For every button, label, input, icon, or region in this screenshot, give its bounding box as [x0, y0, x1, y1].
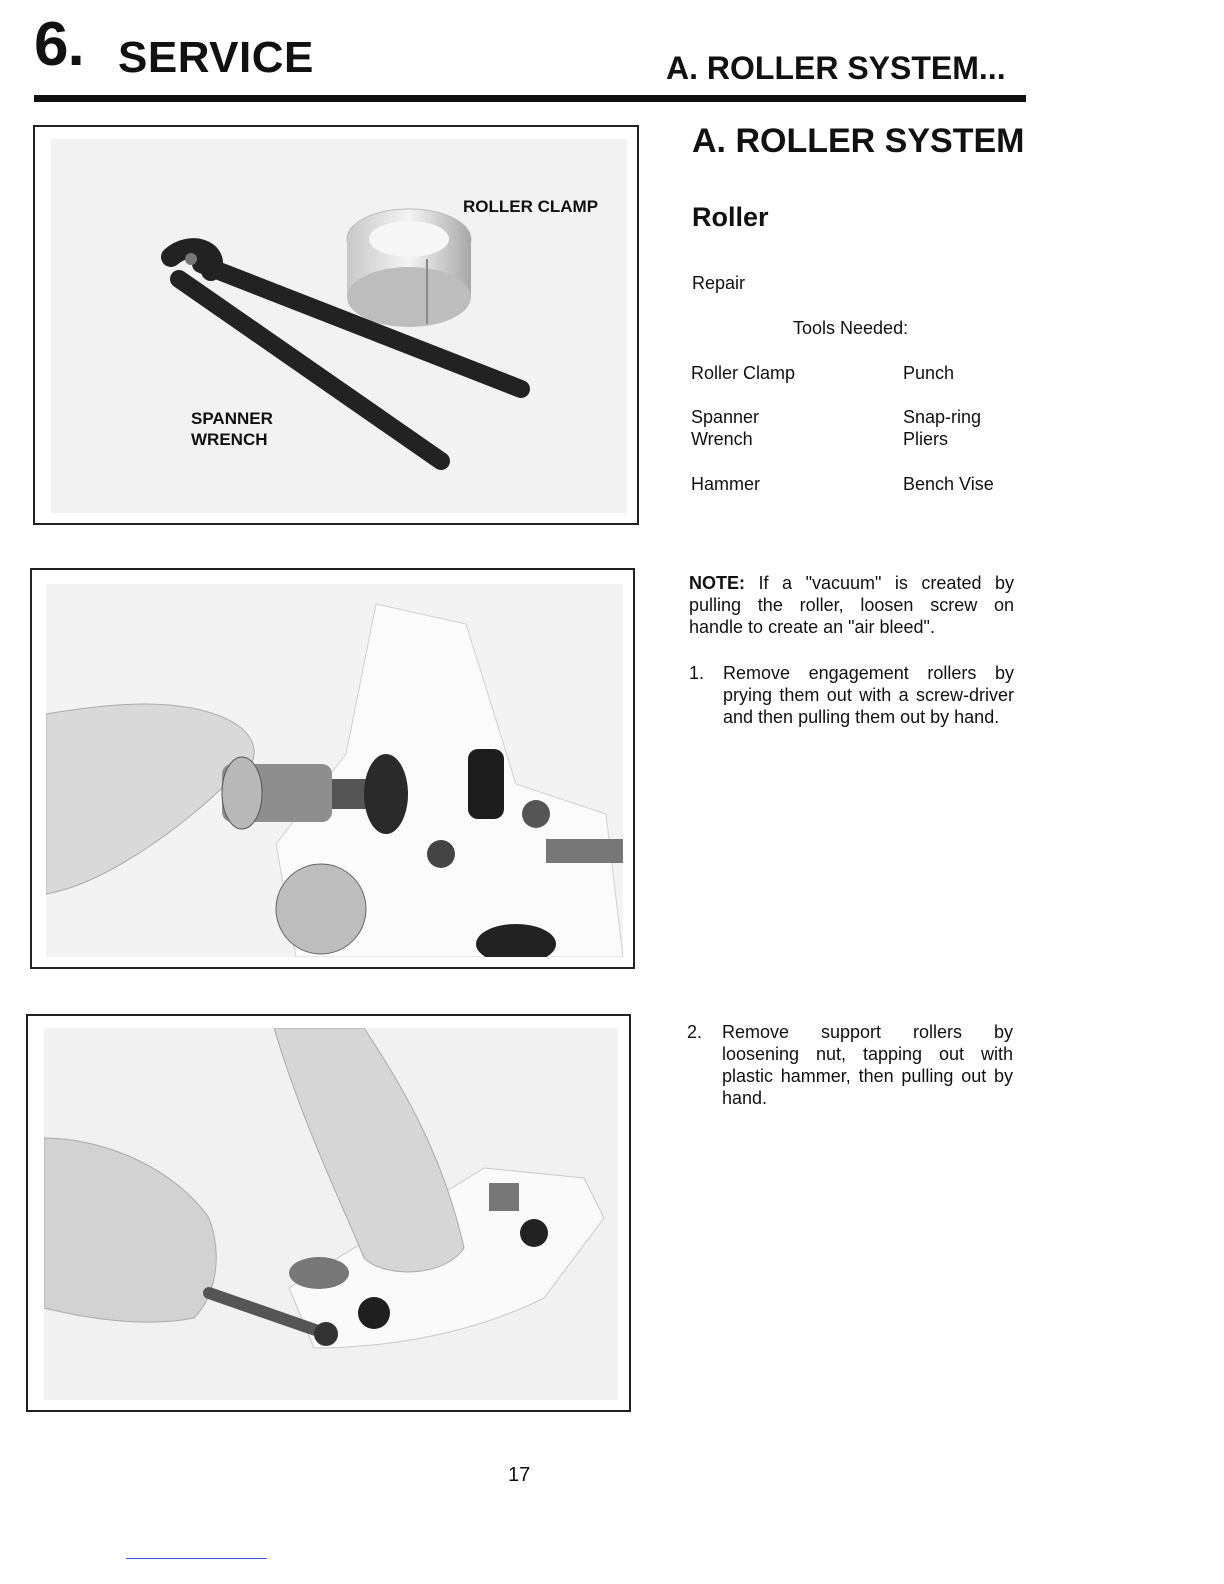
- running-section-title: A. ROLLER SYSTEM...: [666, 50, 1006, 86]
- chapter-number: 6.: [34, 10, 84, 79]
- subsection-title: Roller: [692, 202, 769, 232]
- step-2-text: Remove support rollers by loosening nut, tapping out with plastic hammer, then pulling out by hand.: [722, 1022, 1013, 1108]
- header-rule: [34, 95, 1026, 102]
- photo-support-rollers: [44, 1028, 618, 1400]
- footer-link-underline: [126, 1558, 267, 1559]
- figure-engagement-rollers: [30, 568, 635, 969]
- tools-heading: Tools Needed:: [793, 318, 909, 338]
- task-label: Repair: [692, 273, 746, 293]
- note-text: If a "vacuum" is created by pulling the roller, loosen screw on handle to create an "air bleed".: [689, 573, 1014, 637]
- tool-roller-clamp: Roller Clamp: [691, 363, 796, 383]
- page-number: 17: [508, 1464, 531, 1486]
- tool-spanner-line2: Wrench: [691, 429, 753, 449]
- tool-spanner-line1: Spanner: [691, 407, 760, 427]
- chapter-title: SERVICE: [118, 33, 314, 82]
- note-paragraph: [689, 572, 1014, 638]
- engagement-rollers-illustration: [46, 584, 623, 957]
- step-1-text: Remove engagement rollers by prying them out with a screw-driver and then pulling them out by hand.: [723, 663, 1014, 727]
- photo-engagement-rollers: [46, 584, 623, 957]
- tool-punch: Punch: [903, 363, 955, 383]
- spanner-wrench-callout-line2: WRENCH: [191, 430, 268, 449]
- roller-clamp-image: [347, 209, 471, 327]
- figure-support-rollers: [26, 1014, 631, 1412]
- tool-snap-ring-line2: Pliers: [903, 429, 949, 449]
- tool-hammer: Hammer: [691, 474, 761, 494]
- support-rollers-illustration: [44, 1028, 618, 1400]
- tool-snap-ring-line1: Snap-ring: [903, 407, 982, 427]
- tool-bench-vise: Bench Vise: [903, 474, 994, 494]
- note-label: NOTE:: [689, 573, 745, 593]
- roller-clamp-callout: ROLLER CLAMP: [463, 197, 599, 216]
- step-1-number: 1.: [689, 663, 705, 683]
- spanner-wrench-callout-line1: SPANNER: [191, 409, 273, 428]
- step-2-number: 2.: [687, 1022, 703, 1042]
- figure-tools: [33, 125, 639, 525]
- section-title: A. ROLLER SYSTEM: [692, 122, 1025, 160]
